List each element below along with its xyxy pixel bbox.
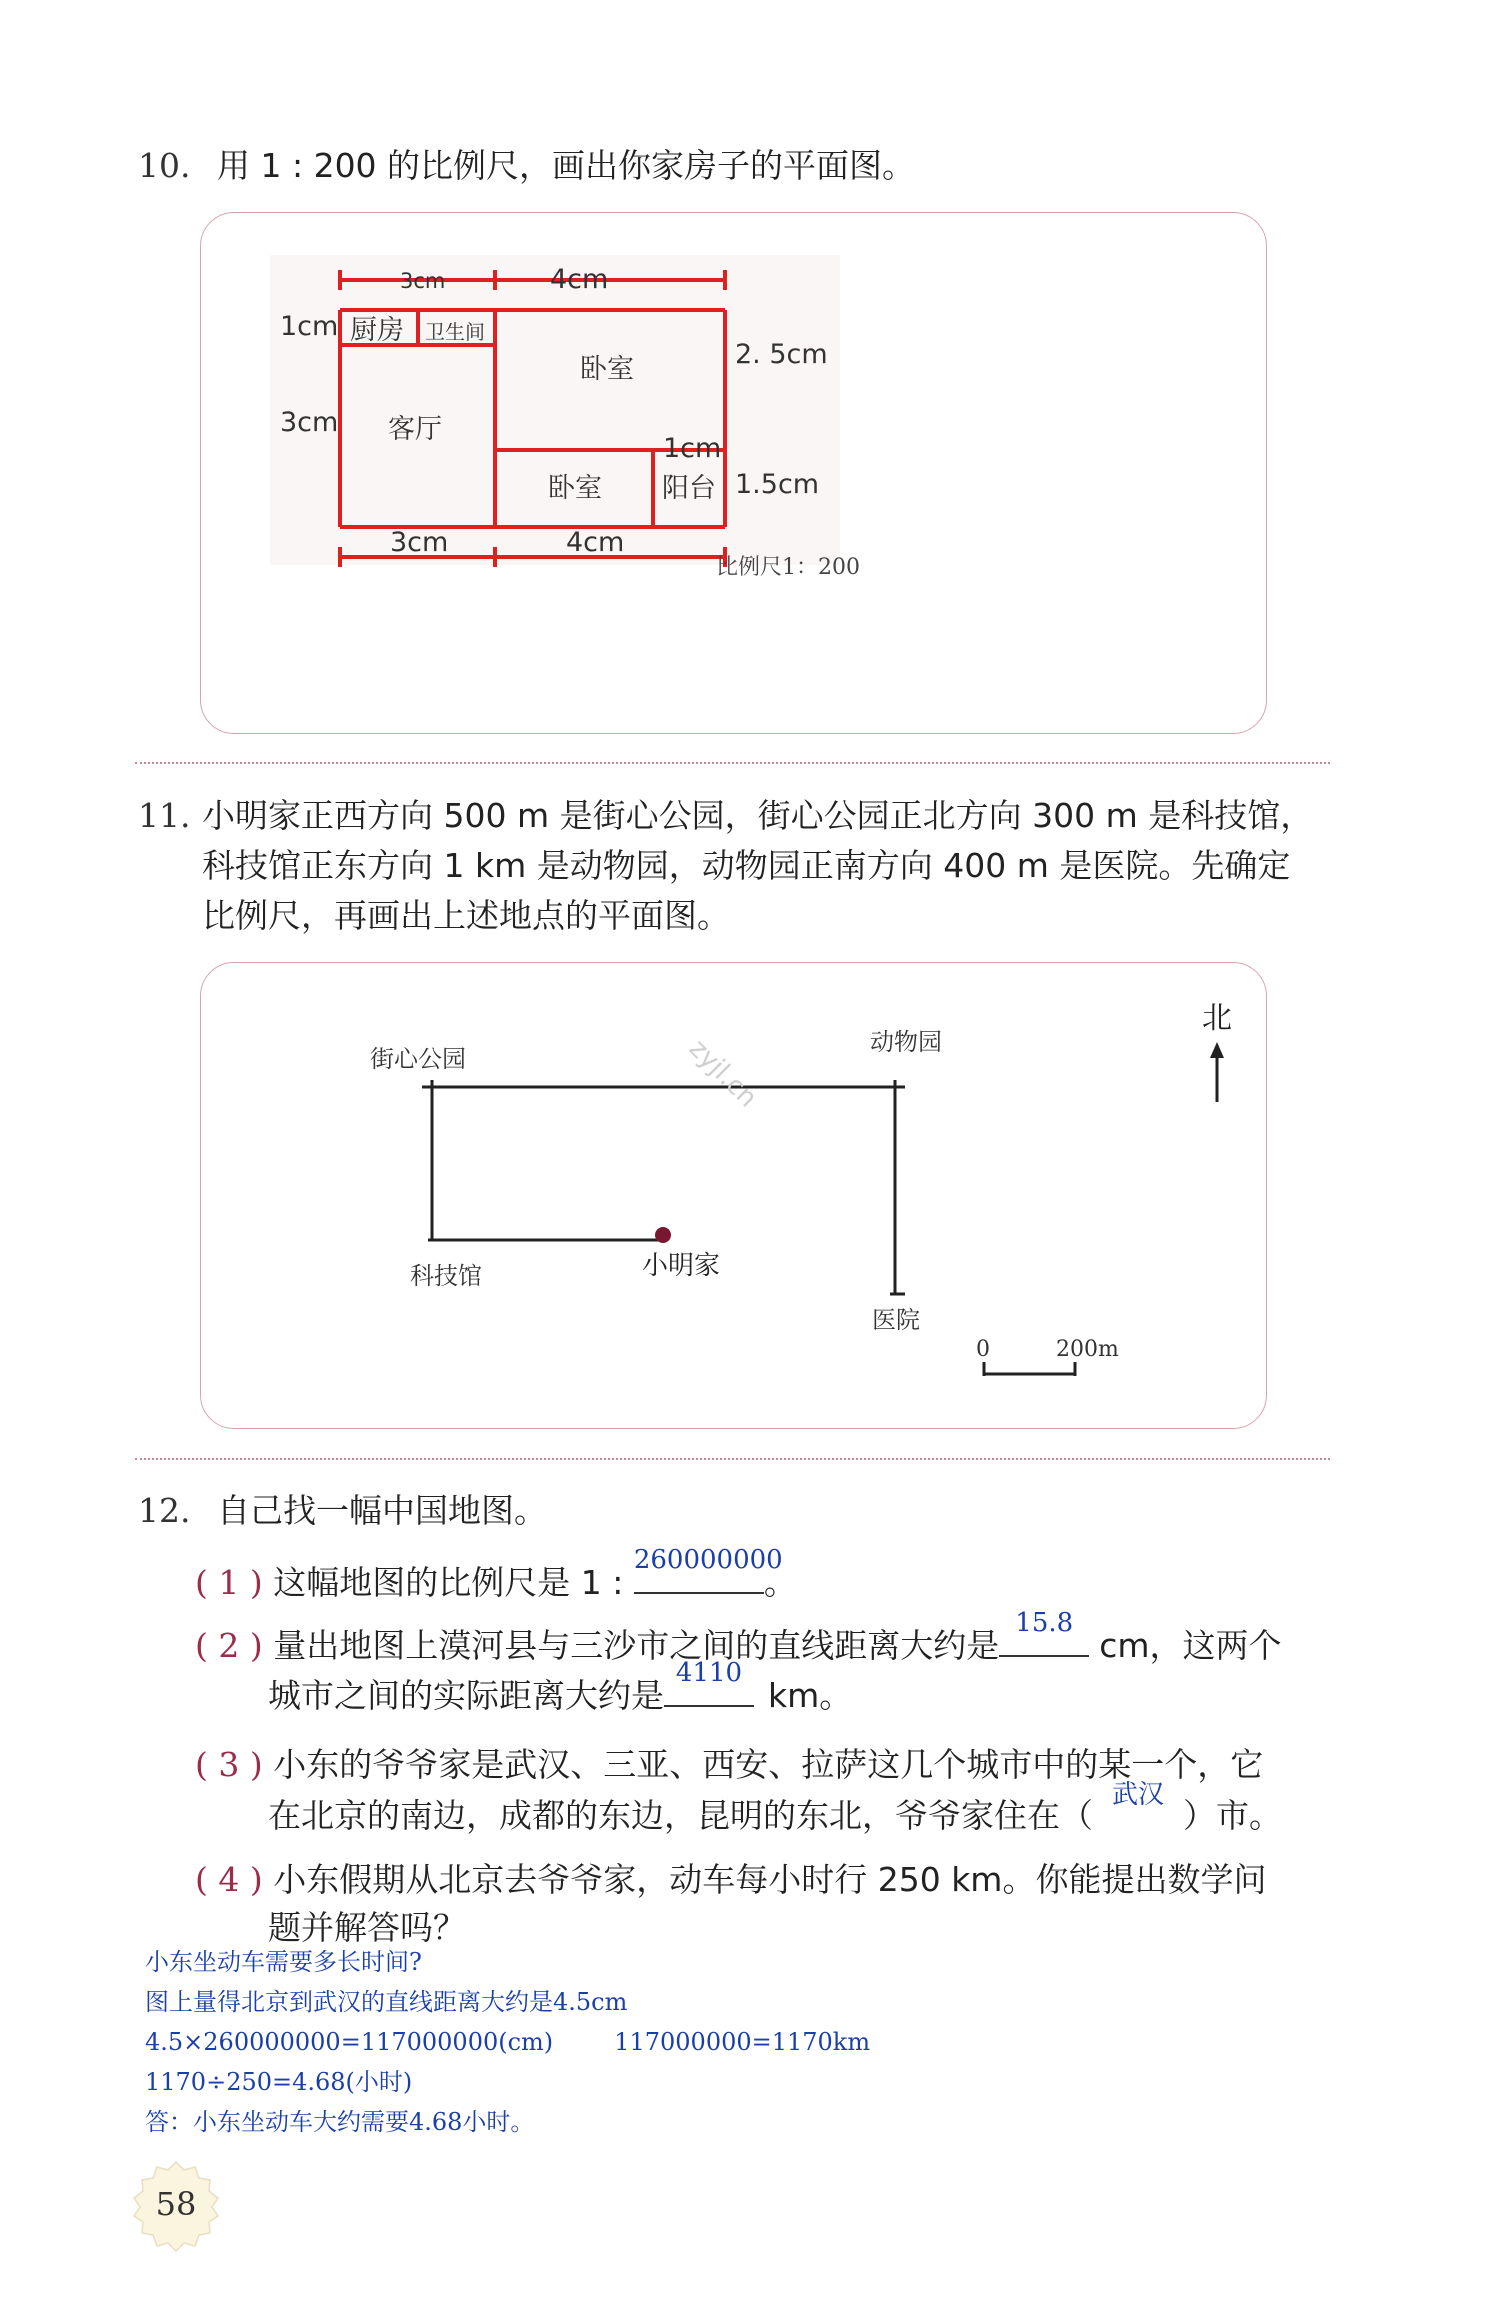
solution-line-5: 答：小东坐动车大约需要4.68小时。: [145, 2108, 535, 2136]
location-map: [200, 962, 1265, 1427]
room-bedroom-1: 卧室: [580, 354, 634, 385]
q12-p4-line1: 小东假期从北京去爷爷家，动车每小时行 250 km。你能提出数学问: [273, 1860, 1267, 1899]
q10-number: 10.: [138, 146, 191, 185]
q12-p1-post: 。: [763, 1563, 797, 1602]
dim-label-top-left: 3cm: [400, 269, 446, 293]
q11-line-3: 比例尺，再画出上述地点的平面图。: [202, 896, 730, 935]
q12-p4-label: ( 4 ): [195, 1860, 263, 1899]
home-dot: [655, 1227, 671, 1243]
q12-p2-text: 量出地图上漠河县与三沙市之间的直线距离大约是: [273, 1626, 1000, 1665]
q12-part-3-line-2: [268, 1780, 1282, 1844]
north-arrow-head-icon: [1210, 1042, 1224, 1058]
q12-heading: [138, 1483, 547, 1539]
q10-text: 用 1 : 200 的比例尺，画出你家房子的平面图。: [216, 146, 916, 185]
label-museum: 科技馆: [410, 1262, 482, 1290]
q10-heading: [138, 138, 915, 194]
solution-line-2: 图上量得北京到武汉的直线距离大约是4.5cm: [145, 1988, 628, 2016]
q12-p3-label: ( 3 ): [195, 1745, 263, 1784]
dim-label-right-mid: 1cm: [663, 433, 722, 464]
room-balcony: 阳台: [662, 473, 716, 504]
room-kitchen: 厨房: [350, 315, 404, 346]
q11-line-1: 小明家正西方向 500 m 是街心公园，街心公园正北方向 300 m 是科技馆，: [202, 796, 1314, 835]
q12-p2-line2: 城市之间的实际距离大约是: [268, 1676, 664, 1715]
q12-p1-label: ( 1 ): [195, 1563, 263, 1602]
room-bedroom-2: 卧室: [548, 473, 602, 504]
q11-line-2: 科技馆正东方向 1 km 是动物园，动物园正南方向 400 m 是医院。先确定: [202, 846, 1291, 885]
q11-number: 11.: [138, 796, 191, 835]
q12-p2-blank-1[interactable]: [999, 1608, 1089, 1657]
solution-line-4: 1170÷250=4.68(小时): [145, 2068, 413, 2096]
divider-1: [135, 762, 1330, 764]
q12-p3-post: ）市。: [1183, 1796, 1282, 1835]
q12-p2-answer-2: 4110: [675, 1658, 743, 1688]
q12-p4-line2: 题并解答吗？: [268, 1908, 466, 1947]
dim-label-bottom-right: 4cm: [566, 527, 625, 558]
solution-line-3: 4.5×260000000=117000000(cm) 117000000=1170km: [145, 2028, 871, 2056]
dim-label-right-bottom: 1.5cm: [735, 469, 820, 500]
floor-plan-bg: [270, 255, 840, 565]
scale-zero: 0: [976, 1337, 990, 1362]
q12-p3-line1: 小东的爷爷家是武汉、三亚、西安、拉萨这几个城市中的某一个，它: [273, 1745, 1264, 1784]
label-zoo: 动物园: [870, 1028, 942, 1056]
q12-p3-answer: 武汉: [1111, 1780, 1164, 1810]
watermark: zyjl.cn: [683, 1033, 763, 1114]
plan-scale-label: 比例尺1：200: [716, 555, 860, 580]
q12-solution: [145, 1942, 870, 2142]
q12-p1-answer: 260000000: [633, 1545, 783, 1575]
page-number: 58: [155, 2185, 197, 2223]
label-home: 小明家: [642, 1251, 721, 1281]
q12-p2-blank-2[interactable]: [664, 1658, 754, 1707]
label-hospital: 医院: [872, 1306, 920, 1334]
dim-label-bottom-left: 3cm: [390, 527, 449, 558]
room-living: 客厅: [388, 414, 442, 445]
q12-part-1: [195, 1545, 797, 1611]
q12-part-2-line-2: [268, 1658, 853, 1724]
q12-p1-blank[interactable]: [633, 1545, 783, 1594]
q12-p3-blank[interactable]: [1093, 1780, 1183, 1827]
q12-p2-answer-1: 15.8: [1015, 1608, 1074, 1638]
label-park: 街心公园: [370, 1045, 466, 1073]
dim-label-right-top: 2. 5cm: [735, 339, 828, 370]
label-north: 北: [1202, 1001, 1232, 1036]
q12-p2-label: ( 2 ): [195, 1626, 263, 1665]
solution-line-1: 小东坐动车需要多长时间?: [145, 1948, 422, 1976]
room-bathroom: 卫生间: [425, 320, 485, 344]
scale-end: 200m: [1056, 1337, 1119, 1362]
q12-p3-line2: 在北京的南边，成都的东边，昆明的东北，爷爷家住在（: [268, 1796, 1093, 1835]
q12-p2-post: km。: [768, 1676, 853, 1715]
dim-label-top-right: 4cm: [550, 264, 609, 295]
floor-plan: [270, 255, 880, 575]
q11-heading: [138, 788, 190, 844]
divider-2: [135, 1458, 1330, 1460]
q12-number: 12.: [138, 1491, 191, 1530]
q12-text: 自己找一幅中国地图。: [216, 1491, 547, 1530]
dim-label-left-bottom: 3cm: [280, 407, 339, 438]
dim-label-left-top: 1cm: [280, 311, 339, 342]
q12-p1-text: 这幅地图的比例尺是 1 :: [273, 1563, 634, 1602]
q12-p2-mid: cm，这两个: [1099, 1626, 1282, 1665]
